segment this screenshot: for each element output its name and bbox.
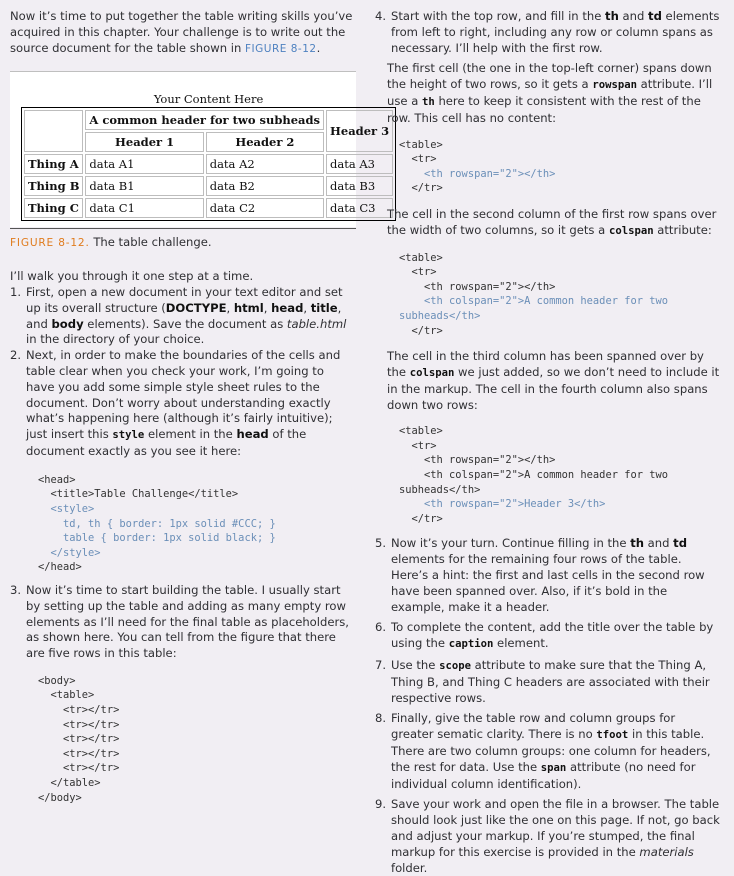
table-cell: data A2 — [206, 154, 324, 174]
table-cell: data C3 — [326, 198, 393, 218]
group-header: A common header for two subheads — [85, 110, 324, 130]
style-code-block: <head> <title>Table Challenge</title> <style> td, th { border: 1px solid #CCC; } table { border: 1px solid black; } </style> </head> — [38, 473, 276, 574]
step-2: 2. Next, in order to make the boundaries of the cells and table clear when you check your work, I’m going to have you add some simple style sheet rules to the document. Don’t worry about understanding exactly what’s happening here (although it’s fairly intuitive); just insert this style element in the head of the document exactly as you see it here: — [10, 348, 341, 458]
step-5: 5. Now it’s your turn. Continue filling in the th and td elements for the remaining four rows of the table. Here’s a hint: the first and last cells in the second row have been spanned over. Also, if it’s bold in the example, make it a header. — [375, 536, 705, 614]
table-row — [24, 176, 393, 196]
row-code-block-1: <table> <tr> <th rowspan="2"></th> </tr> — [399, 138, 556, 195]
step-4-paragraph-b: The cell in the second column of the first row spans over the width of two columns, so it gets a colspan attribute: — [387, 206, 717, 237]
step-3: 3. Now it’s time to start building the table. I usually start by setting up the table and adding as many empty row elements as I’ll need for the final table as placeholders, as shown here. You can tell from the figure that there are five rows in this table: — [10, 582, 349, 661]
row-header: Thing C — [24, 198, 83, 218]
header-3: Header 3 — [326, 110, 393, 152]
step-9: 9. Save your work and open the file in a browser. The table should look just like the one on this page. If not, go back and adjust your markup. If you’re stumped, the final markup for this exercise is provided in the materials folder. — [375, 797, 720, 875]
figure-rule — [10, 227, 356, 229]
figure-reference: FIGURE 8-12 — [245, 42, 317, 55]
right-column — [375, 9, 720, 876]
figure-caption: FIGURE 8-12. The table challenge. — [10, 235, 212, 250]
intro-paragraph: Now it’s time to put together the table writing skills you’ve acquired in this chapter. Your challenge is to write out the source document for the table shown in FIGURE 8-12. — [10, 9, 353, 55]
step-7: 7. Use the scope attribute to make sure that the Thing A, Thing B, and Thing C headers are associated with their respective rows. — [375, 658, 710, 705]
table-cell: data A1 — [85, 154, 203, 174]
steps-list-left — [10, 285, 356, 460]
table-row — [24, 154, 393, 174]
table-cell: data B1 — [85, 176, 203, 196]
steps-list-right-2 — [375, 536, 720, 876]
table-row — [24, 198, 393, 218]
row-header: Thing B — [24, 176, 83, 196]
table-cell: data B2 — [206, 176, 324, 196]
rows-code-block: <body> <table> <tr></tr> <tr></tr> <tr></tr> <tr></tr> <tr></tr> </table> </body> — [38, 674, 120, 804]
row-header: Thing A — [24, 154, 83, 174]
steps-list-left-2 — [10, 583, 356, 662]
table-cell: data C1 — [85, 198, 203, 218]
left-column — [10, 9, 390, 805]
challenge-table — [21, 92, 396, 221]
row-code-block-2: <table> <tr> <th rowspan="2"></th> <th colspan="2">A common header for two subheads</th> </tr> — [399, 251, 668, 337]
table-cell: data B3 — [326, 176, 393, 196]
row-code-block-3: <table> <tr> <th rowspan="2"></th> <th colspan="2">A common header for two subheads</th> <th rowspan="2">Header 3</th> </tr> — [399, 425, 668, 525]
table-cell: data C2 — [206, 198, 324, 218]
empty-corner-cell — [24, 110, 83, 152]
step-4: 4. Start with the top row, and fill in the th and td elements from left to right, including any row or column spans as necessary. I’ll help with the first row. — [375, 9, 720, 55]
header-1: Header 1 — [85, 132, 203, 152]
table-cell: data A3 — [326, 154, 393, 174]
step-4-paragraph-c: The cell in the third column has been spanned over by the colspan we just added, so we don’t need to include it in the markup. The cell in the fourth column also spans down two rows: — [387, 349, 720, 412]
steps-list-right — [375, 9, 720, 56]
walkthrough-intro: I’ll walk you through it one step at a time. — [10, 269, 254, 284]
header-2: Header 2 — [206, 132, 324, 152]
figure-8-12 — [10, 71, 390, 227]
step-8: 8. Finally, give the table row and column groups for greater sematic clarity. There is no tfoot in this table. There are two column groups: one column for headers, the rest for data. Use the span attribute (no need for individual column identification). — [375, 711, 711, 791]
step-6: 6. To complete the content, add the title over the table by using the caption element. — [375, 620, 714, 651]
step-4-paragraph-a: The first cell (the one in the top-left corner) spans down the height of two rows, so it gets a rowspan attribute. I’ll use a th here to keep it consistent with the rest of the row. This cell has no content: — [387, 61, 713, 125]
step-1: 1. First, open a new document in your text editor and set up its overall structure (DOCTYPE, html, head, title, and body elements). Save the document as table.html in the directory of your choice. — [10, 284, 347, 347]
table-caption: Your Content Here — [153, 92, 264, 107]
